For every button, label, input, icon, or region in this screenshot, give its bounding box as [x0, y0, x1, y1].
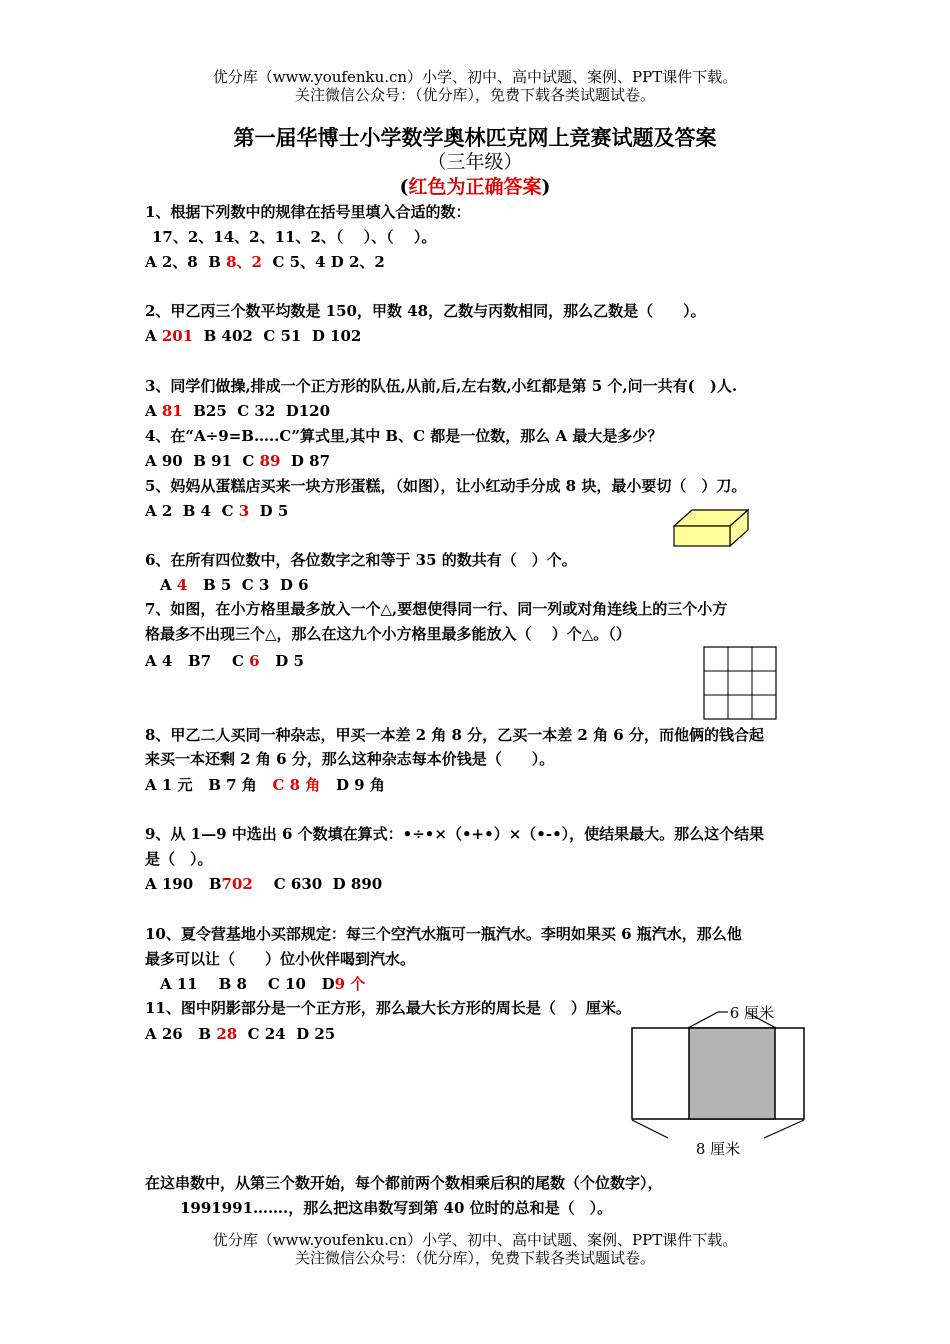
q9-option-b-prefix: B [208, 875, 222, 893]
q7-option-d: D 5 [275, 652, 304, 670]
q8-option-c-answer: C 8 角 [272, 776, 321, 794]
q6-stem: 6、在所有四位数中，各位数字之和等于 35 的数共有（ ）个。 [145, 551, 577, 569]
q6-option-a-prefix: A [160, 576, 177, 594]
q9-option-d: D 890 [332, 875, 383, 893]
q1-options [145, 251, 385, 273]
page-title: 第一届华博士小学数学奥林匹克网上竞赛试题及答案 [233, 125, 717, 150]
q5-options [145, 500, 288, 522]
grade-subtitle: （三年级） [427, 151, 523, 173]
q6-option-a-answer: 4 [176, 576, 188, 594]
q1-stem: 1、根据下列数中的规律在括号里填入合适的数： [145, 203, 471, 221]
q2-option-c: C 51 [263, 327, 302, 345]
q11-option-b-answer: 28 [216, 1025, 238, 1043]
q3-option-d: D120 [285, 402, 331, 420]
q10-option-c: C 10 [267, 975, 306, 993]
q3-options [145, 400, 330, 422]
q1-option-d: D 2、2 [330, 253, 385, 271]
q11-option-d: D 25 [296, 1025, 336, 1043]
q6-options [160, 574, 309, 596]
q9-options [145, 873, 382, 895]
rectangle-figure [628, 1000, 808, 1162]
top-length-label: 6 厘米 [729, 1004, 774, 1022]
note-close: ) [541, 176, 551, 198]
q4-option-a: A 90 [145, 452, 183, 470]
q1-option-a: A 2、8 [145, 253, 198, 271]
q4-stem: 4、在“A÷9=B…..C”算式里,其中 B、C 都是一位数，那么 A 最大是多少？ [145, 427, 663, 445]
q7-stem-line-2: 格最多不出现三个△，那么在这九个小方格里最多能放入（ ）个△。（） [145, 625, 631, 643]
q5-option-c-answer: 3 [238, 502, 250, 520]
q10-option-d-answer: 9 个 [334, 975, 366, 993]
q7-options [145, 650, 304, 672]
q3-option-b: B25 [193, 402, 227, 420]
q10-options [160, 973, 365, 995]
q11-option-a: A 26 [145, 1025, 183, 1043]
q4-options [145, 450, 330, 472]
q11-options [145, 1023, 335, 1045]
q2-option-b: B 402 [203, 327, 253, 345]
footer-line-2: 关注微信公众号：（优分库），免费下载各类试题试卷。 [294, 1249, 655, 1267]
q11-stem: 11、图中阴影部分是一个正方形，那么最大长方形的周长是（ ）厘米。 [145, 999, 631, 1017]
q1-option-c: C 5、4 [272, 253, 326, 271]
q12-stem-line-2: 1991991…….，那么把这串数写到第 40 位时的总和是（ ）。 [180, 1199, 613, 1217]
note-open: ( [399, 176, 409, 198]
grid-outline [704, 647, 776, 719]
footer-line-1: 优分库（www.youfenku.cn）小学、初中、高中试题、案例、PPT课件下载。 [212, 1231, 738, 1249]
q4-option-b: B 91 [193, 452, 232, 470]
top-brace-left [688, 1012, 718, 1028]
q5-option-a: A 2 [145, 502, 173, 520]
q5-option-c-prefix: C [221, 502, 239, 520]
q10-option-d-prefix: D [321, 975, 335, 993]
q9-option-a: A 190 [145, 875, 194, 893]
q6-option-c: C 3 [241, 576, 270, 594]
q7-stem-line-1: 7、如图，在小方格里最多放入一个△,要想使得同一行、同一列或对角连线上的三个小方 [145, 600, 728, 618]
q8-option-d: D 9 角 [335, 776, 385, 794]
q11-option-b-prefix: B [198, 1025, 217, 1043]
cake-figure [672, 508, 752, 550]
q7-option-a: A 4 [145, 652, 173, 670]
note-text: 红色为正确答案 [408, 176, 542, 198]
q5-option-d: D 5 [259, 502, 289, 520]
header-line-1: 优分库（www.youfenku.cn）小学、初中、高中试题、案例、PPT课件下载。 [212, 68, 738, 86]
q8-option-b: B 7 角 [208, 776, 257, 794]
q3-stem: 3、同学们做操,排成一个正方形的队伍,从前,后,左右数,小红都是第 5 个,问一共有( )人. [145, 377, 738, 395]
q8-stem-line-1: 8、甲乙二人买同一种杂志，甲买一本差 2 角 8 分，乙买一本差 2 角 6 分，而他俩的钱合起 [145, 726, 764, 744]
q2-option-a-prefix: A [145, 327, 162, 345]
q2-option-a-answer: 201 [161, 327, 194, 345]
q1-sequence: 17、2、14、2、11、2、（ ）、（ ）。 [152, 228, 437, 246]
q4-option-d: D 87 [290, 452, 331, 470]
q3-option-a-prefix: A [145, 402, 162, 420]
q10-stem-line-1: 10、夏令营基地小买部规定：每三个空汽水瓶可一瓶汽水。李明如果买 6 瓶汽水，那么他 [145, 925, 742, 943]
bottom-length-label: 8 厘米 [695, 1140, 741, 1158]
q4-option-c-prefix: C [242, 452, 260, 470]
q9-stem-line-1: 9、从 1—9 中选出 6 个数填在算式：•÷•×（•+•）×（•-•），使结果最大。那么这个结果 [145, 825, 765, 843]
q4-option-c-answer: 89 [259, 452, 281, 470]
q10-option-b: B 8 [218, 975, 247, 993]
q2-option-d: D 102 [311, 327, 362, 345]
q11-option-c: C 24 [247, 1025, 286, 1043]
q10-stem-line-2: 最多可以让（ ）位小伙伴喝到汽水。 [145, 950, 416, 968]
header-line-2: 关注微信公众号：（优分库），免费下载各类试题试卷。 [294, 86, 655, 104]
q9-option-b-answer: 702 [221, 875, 253, 893]
q5-stem: 5、妈妈从蛋糕店买来一块方形蛋糕，（如图），让小红动手分成 8 块，最小要切（ ）刀。 [145, 477, 747, 495]
q3-option-a-answer: 81 [161, 402, 183, 420]
q5-option-b: B 4 [182, 502, 212, 520]
cake-front [674, 526, 730, 546]
q1-option-b-answer: 8、2 [226, 253, 262, 271]
q6-option-b: B 5 [202, 576, 232, 594]
q9-option-c: C 630 [273, 875, 323, 893]
nine-square-grid [703, 646, 777, 720]
q2-stem: 2、甲乙丙三个数平均数是 150，甲数 48，乙数与丙数相同，那么乙数是（ ）。 [145, 302, 706, 320]
q9-stem-line-2: 是（ ）。 [145, 850, 213, 868]
q7-option-c-prefix: C [232, 652, 250, 670]
q2-options [145, 325, 361, 347]
q7-option-c-answer: 6 [249, 652, 260, 670]
answer-note [0, 175, 950, 199]
q8-stem-line-2: 来买一本还剩 2 角 6 分，那么这种杂志每本价钱是（ ）。 [145, 750, 555, 768]
q1-option-b-prefix: B [208, 253, 227, 271]
q12-stem-line-1: 在这串数中，从第三个数开始，每个都前两个数相乘后积的尾数（个位数字）， [145, 1174, 663, 1192]
q8-options [145, 774, 385, 796]
shaded-square [689, 1028, 775, 1119]
bottom-brace-right [764, 1120, 804, 1138]
q10-option-a: A 11 [160, 975, 198, 993]
q3-option-c: C 32 [237, 402, 276, 420]
q8-option-a: A 1 元 [145, 776, 193, 794]
q7-option-b: B7 [187, 652, 212, 670]
bottom-brace-left [632, 1120, 668, 1138]
q6-option-d: D 6 [279, 576, 309, 594]
